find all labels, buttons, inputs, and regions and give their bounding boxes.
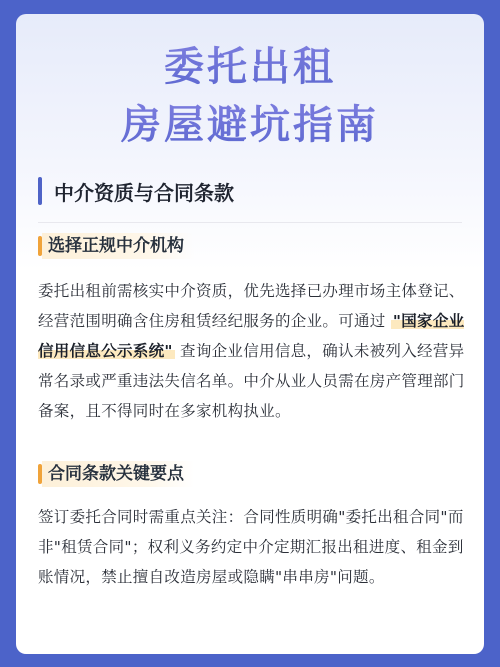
subsection-title-agency: 选择正规中介机构: [42, 233, 194, 259]
subsection-title-contract: 合同条款关键要点: [42, 461, 194, 487]
section-accent-bar: [38, 177, 42, 205]
subsection-header-agency: [38, 233, 194, 259]
hero-title: [16, 38, 484, 154]
subsection-header-contract: [38, 461, 194, 487]
section-divider: [38, 222, 462, 223]
section-title: 中介资质与合同条款: [54, 180, 234, 205]
content-card: [16, 14, 484, 654]
paragraph-contract: 签订委托合同时需重点关注：合同性质明确"委托出租合同"而非"租赁合同"；权利义务约定中介定期汇报出租进度、租金到账情况，禁止擅自改造房屋或隐瞒"串串房"问题。: [38, 508, 464, 586]
section-header: [38, 174, 234, 208]
paragraph-agency: [38, 276, 466, 426]
hero-title-line-2: 房屋避坑指南: [16, 96, 484, 154]
paragraph-agency-text-2: 查询企业信用信息，确认未被列入经营异常名录或严重违法失信名单。中介从业人员需在房产管理部门备案，且不得同时在多家机构执业。: [38, 342, 465, 420]
highlight-credit-system: "国家企业信用信息公示系统": [38, 312, 465, 360]
paragraph-agency-text-1: 委托出租前需核实中介资质，优先选择已办理市场主体登记、经营范围明确含住房租赁经纪服务的企业。可通过: [38, 282, 465, 330]
hero-title-line-1: 委托出租: [16, 38, 484, 96]
